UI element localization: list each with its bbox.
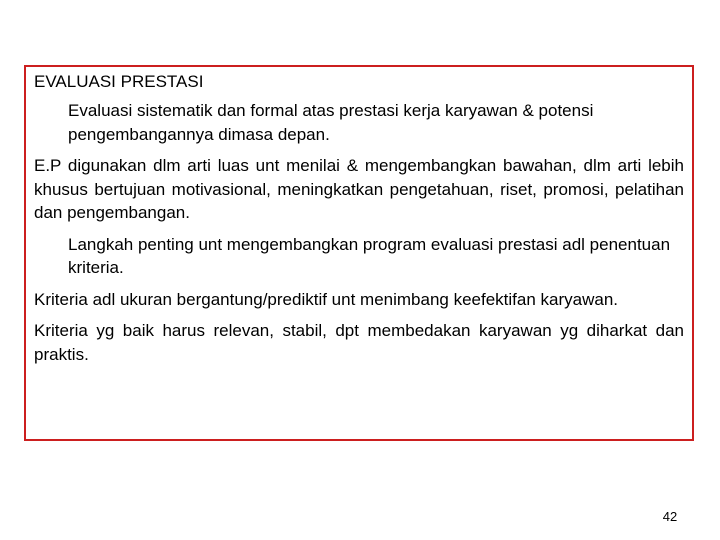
paragraph-usage: E.P digunakan dlm arti luas unt menilai & mengembangkan bawahan, dlm arti lebih khusus bertujuan motivasional, meningkatkan pengetahuan, riset, promosi, pelatihan dan pengembangan. <box>34 156 684 222</box>
paragraph-criteria-definition: Kriteria adl ukuran bergantung/prediktif unt menimbang keefektifan karyawan. <box>34 289 619 309</box>
page-number: 42 <box>662 509 678 524</box>
paragraph-key-step: Langkah penting unt mengembangkan program evaluasi prestasi adl penentuan kriteria. <box>68 234 671 277</box>
content-box <box>24 65 694 441</box>
slide-title: EVALUASI PRESTASI <box>34 72 204 91</box>
paragraph-good-criteria: Kriteria yg baik harus relevan, stabil, dpt membedakan karyawan yg diharkat dan praktis. <box>34 321 684 364</box>
paragraph-definition: Evaluasi sistematik dan formal atas prestasi kerja karyawan & potensi pengembangannya dimasa depan. <box>68 101 594 144</box>
